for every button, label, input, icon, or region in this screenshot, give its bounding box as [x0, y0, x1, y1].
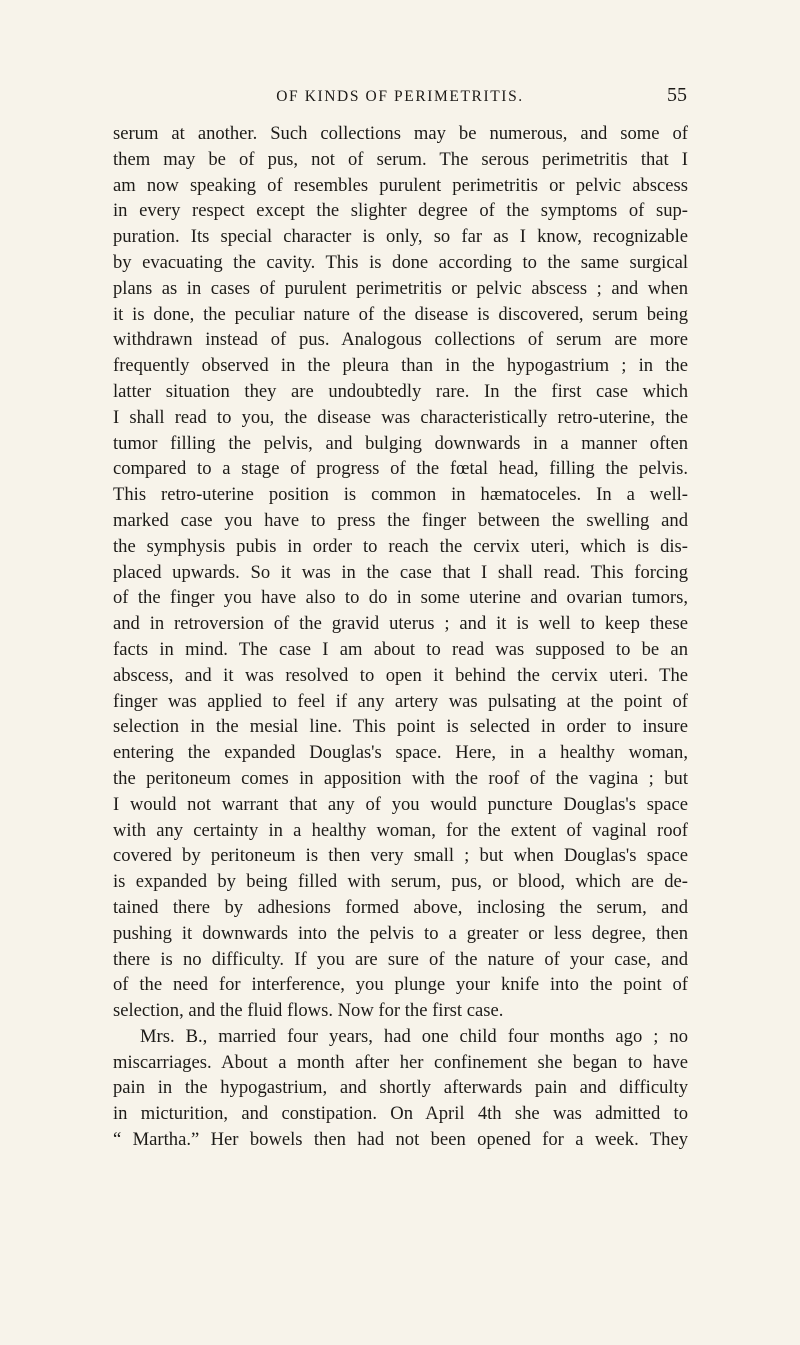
text-line: tumor filling the pelvis, and bulging downwards in a manner often: [113, 432, 688, 454]
text-line: I would not warrant that any of you would puncture Douglas's space: [113, 793, 688, 815]
running-title: OF KINDS OF PERIMETRITIS.: [276, 88, 524, 105]
text-line: compared to a stage of progress of the fœtal head, filling the pelvis.: [113, 458, 688, 480]
text-line: pushing it downwards into the pelvis to a greater or less degree, then: [113, 922, 688, 944]
text-line: in micturition, and constipation. On April 4th she was admitted to: [113, 1103, 688, 1125]
text-line: pain in the hypogastrium, and shortly afterwards pain and difficulty: [113, 1077, 688, 1099]
text-line: it is done, the peculiar nature of the disease is discovered, serum being: [113, 303, 688, 325]
text-line: the symphysis pubis in order to reach the cervix uteri, which is dis-: [113, 535, 688, 557]
text-line: them may be of pus, not of serum. The serous perimetritis that I: [113, 148, 688, 170]
page-number: 55: [667, 84, 687, 106]
text-line: finger was applied to feel if any artery was pulsating at the point of: [113, 690, 688, 712]
text-line: I shall read to you, the disease was characteristically retro-uterine, the: [113, 406, 688, 428]
text-line: of the finger you have also to do in some uterine and ovarian tumors,: [113, 587, 688, 609]
text-line: marked case you have to press the finger between the swelling and: [113, 509, 688, 531]
text-line: placed upwards. So it was in the case that I shall read. This forcing: [113, 561, 688, 583]
body-text: [113, 121, 688, 1153]
text-line: This retro-uterine position is common in hæmatoceles. In a well-: [113, 484, 688, 506]
text-line: frequently observed in the pleura than in the hypogastrium ; in the: [113, 355, 688, 377]
text-line: plans as in cases of purulent perimetritis or pelvic abscess ; and when: [113, 277, 688, 299]
text-line: of the need for interference, you plunge your knife into the point of: [113, 974, 688, 996]
text-line: am now speaking of resembles purulent perimetritis or pelvic abscess: [113, 174, 688, 196]
text-line: abscess, and it was resolved to open it behind the cervix uteri. The: [113, 664, 688, 686]
text-line: “ Martha.” Her bowels then had not been opened for a week. They: [113, 1129, 688, 1151]
running-head: [0, 86, 800, 110]
text-line: miscarriages. About a month after her confinement she began to have: [113, 1051, 688, 1073]
text-line: and in retroversion of the gravid uterus ; and it is well to keep these: [113, 613, 688, 635]
text-line: serum at another. Such collections may be numerous, and some of: [113, 123, 688, 144]
text-line: Mrs. B., married four years, had one child four months ago ; no: [140, 1025, 688, 1047]
text-line: selection in the mesial line. This point is selected in order to insure: [113, 716, 688, 738]
text-line: covered by peritoneum is then very small ; but when Douglas's space: [113, 845, 688, 867]
text-line: entering the expanded Douglas's space. Here, in a healthy woman,: [113, 742, 688, 764]
text-line: selection, and the fluid flows. Now for the first case.: [113, 1000, 504, 1022]
text-line: there is no difficulty. If you are sure of the nature of your case, and: [113, 948, 688, 970]
text-line: latter situation they are undoubtedly rare. In the first case which: [113, 380, 688, 402]
text-line: with any certainty in a healthy woman, for the extent of vaginal roof: [113, 819, 688, 841]
text-line: in every respect except the slighter degree of the symptoms of sup-: [113, 200, 688, 222]
text-line: puration. Its special character is only, so far as I know, recognizable: [113, 226, 688, 248]
text-line: withdrawn instead of pus. Analogous collections of serum are more: [113, 329, 688, 351]
text-line: tained there by adhesions formed above, inclosing the serum, and: [113, 896, 688, 918]
text-line: by evacuating the cavity. This is done according to the same surgical: [113, 251, 688, 273]
text-line: the peritoneum comes in apposition with the roof of the vagina ; but: [113, 767, 688, 789]
text-line: is expanded by being filled with serum, pus, or blood, which are de-: [113, 871, 688, 893]
text-line: facts in mind. The case I am about to read was supposed to be an: [113, 638, 688, 660]
